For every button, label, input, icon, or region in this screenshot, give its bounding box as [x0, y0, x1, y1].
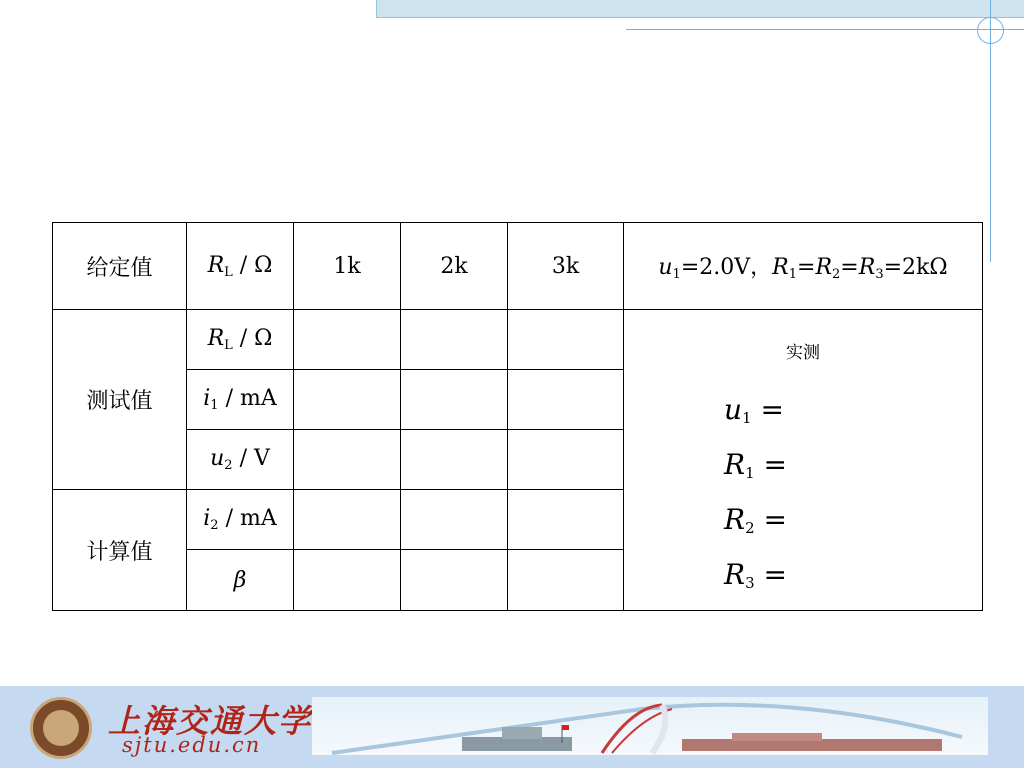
decor-line-horizontal: [626, 29, 1024, 30]
campus-banner-image: [312, 697, 988, 755]
header-row: [53, 223, 983, 310]
decor-circle: [977, 17, 1004, 44]
empty-cell: [508, 490, 624, 550]
measured-r3: $R_3$ =: [724, 558, 788, 592]
measured-u1: $u_1$ =: [724, 393, 784, 427]
header-value-3: 3k: [508, 223, 624, 310]
measured-cell: [624, 310, 983, 611]
empty-cell: [508, 310, 624, 370]
campus-illustration: [312, 697, 988, 755]
condition-cell: $u_1=2.0V$，$R_1=R_2=R_3=2k\Omega$: [624, 223, 983, 310]
empty-cell: [401, 310, 508, 370]
empty-cell: [294, 550, 401, 611]
empty-cell: [294, 430, 401, 490]
empty-cell: [401, 550, 508, 611]
test-row-rl: [53, 310, 983, 370]
measured-r1: $R_1$ =: [724, 448, 788, 482]
university-website: sjtu.edu.cn: [122, 733, 262, 757]
header-rl-cell: $R_L$ / Ω: [187, 223, 294, 310]
calc-values-label: 计算值: [53, 490, 187, 611]
empty-cell: [294, 370, 401, 430]
test-values-label: 测试值: [53, 310, 187, 490]
test-rl-label: $R_L$ / Ω: [187, 310, 294, 370]
empty-cell: [508, 370, 624, 430]
test-u2-label: $u_2$ / V: [187, 430, 294, 490]
university-seal-icon: [30, 697, 92, 759]
header-value-1: 1k: [294, 223, 401, 310]
empty-cell: [294, 310, 401, 370]
university-name: 上海交通大学: [108, 702, 313, 740]
empty-cell: [294, 490, 401, 550]
top-decor-band: [376, 0, 1024, 18]
given-values-label: 给定值: [53, 223, 187, 310]
measured-r2: $R_2$ =: [724, 503, 788, 537]
empty-cell: [508, 430, 624, 490]
experiment-table: [52, 222, 983, 611]
empty-cell: [401, 490, 508, 550]
calc-i2-label: $i_2$ / mA: [187, 490, 294, 550]
measured-title: 实测: [786, 343, 820, 363]
header-value-2: 2k: [401, 223, 508, 310]
test-i1-label: $i_1$ / mA: [187, 370, 294, 430]
empty-cell: [401, 430, 508, 490]
calc-beta-label: β: [187, 550, 294, 611]
empty-cell: [508, 550, 624, 611]
measured-list: [724, 388, 787, 608]
empty-cell: [401, 370, 508, 430]
